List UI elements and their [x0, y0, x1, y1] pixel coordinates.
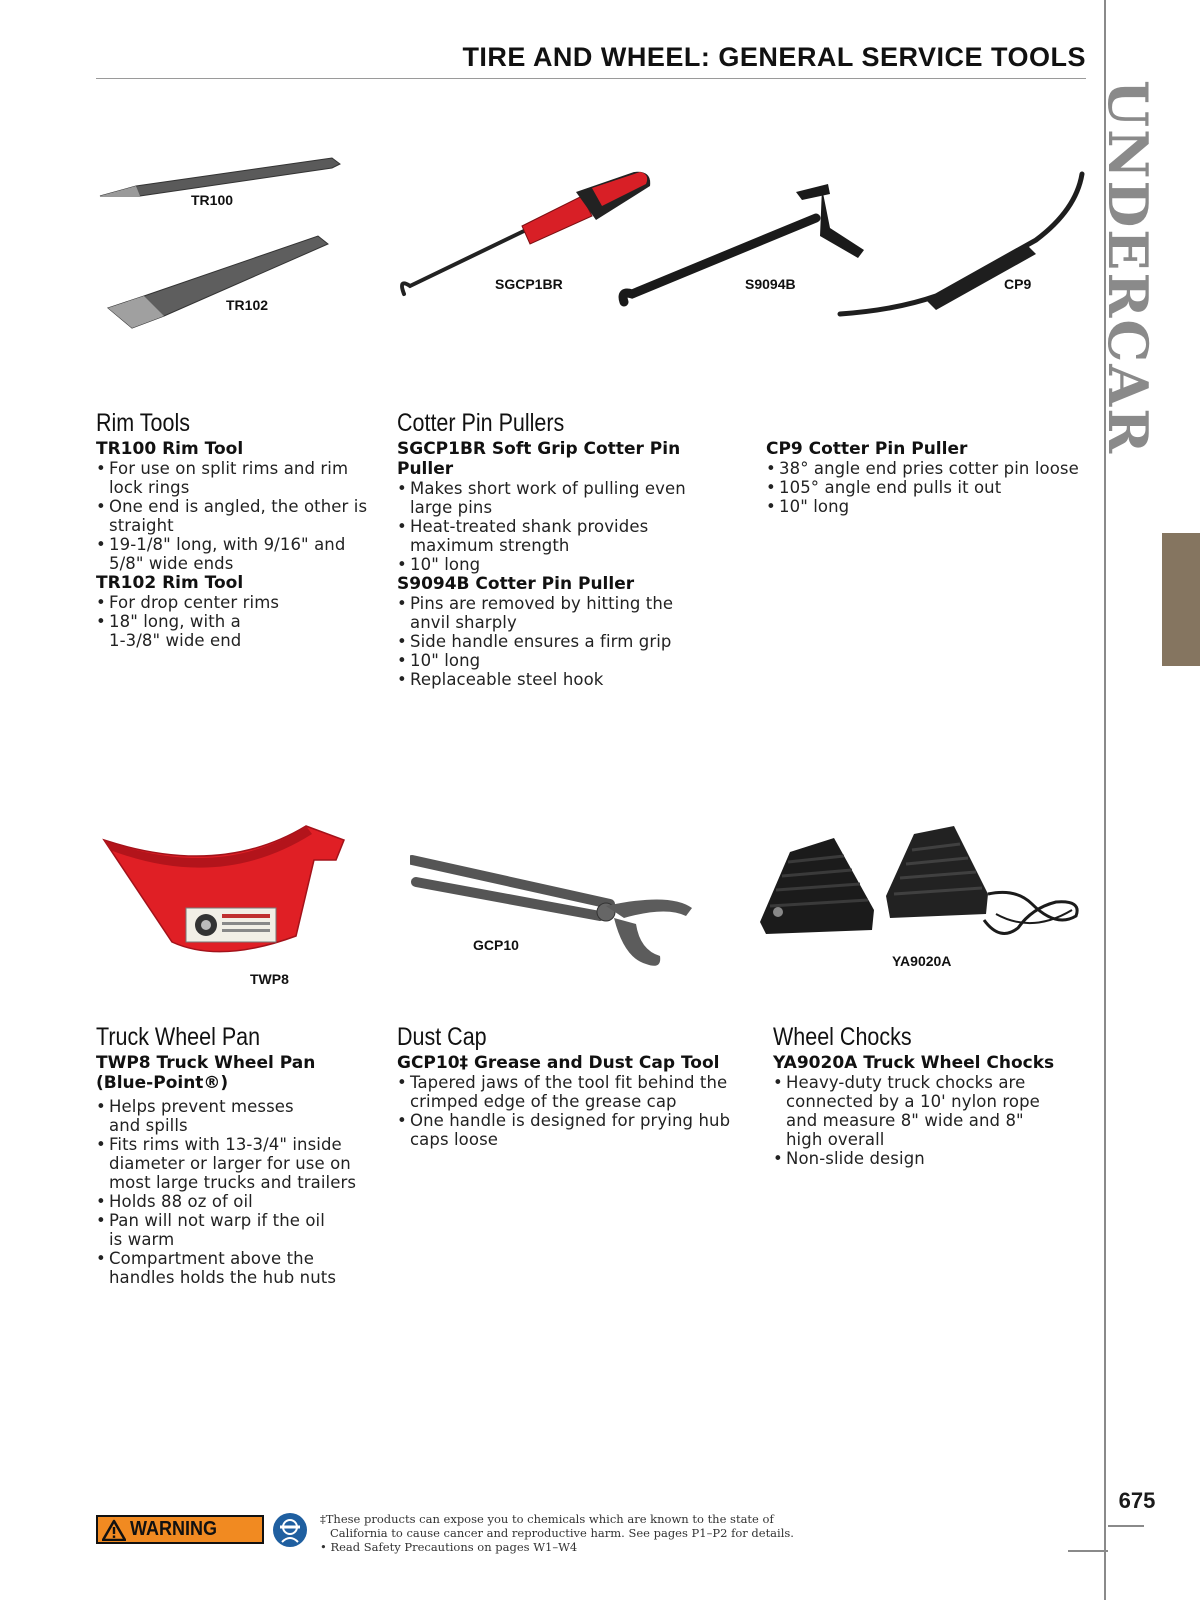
feature-item: • 19-1/8" long, with 9/16" and 5/8" wide ends	[96, 535, 376, 573]
feature-item: • Heat-treated shank provides maximum strength	[397, 517, 670, 555]
sku-label-cp9: CP9	[1004, 276, 1032, 292]
warning-label: WARNING	[130, 1518, 218, 1540]
footnote-line: • Read Safety Precautions on pages W1–W4	[320, 1540, 578, 1554]
feature-item: • Heavy-duty truck chocks are connected by a 10' nylon rope and measure 8" wide and 8" high overall	[773, 1073, 1042, 1149]
product-title: SGCP1BR Soft Grip Cotter Pin Puller	[397, 439, 681, 479]
feature-item: • Fits rims with 13-3/4" inside diameter or larger for use on most large trucks and trailers	[96, 1135, 366, 1192]
feature-item: • 10" long	[397, 651, 697, 670]
feature-item: • Pins are removed by hitting the anvil sharply	[397, 594, 697, 632]
product-title: TR102 Rim Tool	[96, 573, 244, 593]
feature-list	[397, 1073, 737, 1149]
feature-item: • Pan will not warp if the oil is warm	[96, 1211, 329, 1249]
feature-item: • For drop center rims	[96, 593, 376, 612]
feature-item: • For use on split rims and rim lock rings	[96, 459, 376, 497]
feature-list	[397, 479, 697, 574]
ya9020a-wheel-chocks-image	[756, 824, 1086, 954]
feature-list	[766, 459, 1096, 516]
feature-item: • 38° angle end pries cotter pin loose	[766, 459, 1096, 478]
gcp10-grease-cap-tool-image	[410, 852, 710, 972]
product-title: TR100 Rim Tool	[96, 439, 244, 459]
twp8-truck-wheel-pan-image	[100, 818, 352, 968]
footnote-line: California to cause cancer and reproductive harm. See pages P1–P2 for details.	[330, 1526, 794, 1540]
section-tab	[1162, 533, 1200, 666]
title-divider	[96, 78, 1086, 79]
wheel-chocks-section	[773, 1022, 1073, 1168]
page-number: 675	[1118, 1488, 1156, 1513]
section-title: Dust Cap	[397, 1023, 487, 1051]
feature-item: • Compartment above the handles holds the hub nuts	[96, 1249, 339, 1287]
product-title: GCP10‡ Grease and Dust Cap Tool	[397, 1053, 720, 1073]
warning-triangle-icon	[102, 1519, 126, 1541]
feature-item: • 10" long	[766, 497, 1096, 516]
section-title: Cotter Pin Pullers	[397, 409, 565, 437]
warning-badge	[96, 1515, 264, 1544]
page-title: TIRE AND WHEEL: GENERAL SERVICE TOOLS	[462, 42, 1086, 72]
page-number-rule	[1068, 1550, 1108, 1552]
feature-item: • 105° angle end pulls it out	[766, 478, 1096, 497]
feature-list	[96, 1097, 366, 1287]
product-title: TWP8 Truck Wheel Pan (Blue-Point®)	[96, 1053, 316, 1093]
product-title: CP9 Cotter Pin Puller	[766, 439, 968, 459]
product-title: S9094B Cotter Pin Puller	[397, 574, 635, 594]
truck-wheel-pan-section	[96, 1022, 366, 1287]
sku-label-gcp10: GCP10	[473, 937, 519, 953]
cp9-cotter-pin-puller-image	[836, 170, 1096, 325]
dust-cap-section	[397, 1022, 737, 1149]
feature-list	[96, 593, 376, 650]
feature-item: • One end is angled, the other is straight	[96, 497, 376, 535]
section-title: Rim Tools	[96, 409, 190, 437]
feature-item: • Tapered jaws of the tool fit behind the crimped edge of the grease cap	[397, 1073, 730, 1111]
sku-label-s9094b: S9094B	[745, 276, 796, 292]
section-side-label: UNDERCAR	[1096, 80, 1160, 456]
feature-item: • 18" long, with a 1-3/8" wide end	[96, 612, 259, 650]
sku-label-twp8: TWP8	[250, 971, 289, 987]
section-title: Wheel Chocks	[773, 1023, 912, 1051]
sku-label-ya9020a: YA9020A	[892, 953, 952, 969]
page-number-rule	[1108, 1525, 1144, 1527]
product-title: YA9020A Truck Wheel Chocks	[773, 1053, 1055, 1073]
feature-item: • Side handle ensures a firm grip	[397, 632, 697, 651]
feature-item: • Holds 88 oz of oil	[96, 1192, 366, 1211]
feature-list	[397, 594, 697, 689]
rim-tools-section	[96, 408, 376, 650]
cotter-pin-pullers-section	[397, 408, 742, 689]
footnote-line: ‡These products can expose you to chemicals which are known to the state of	[320, 1512, 774, 1526]
feature-list	[96, 459, 376, 573]
tr102-rim-tool-image	[104, 232, 334, 332]
eye-protection-icon	[272, 1512, 308, 1548]
sku-label-tr102: TR102	[226, 297, 269, 313]
safety-footnote	[320, 1512, 840, 1554]
feature-item: • 10" long	[397, 555, 697, 574]
section-title: Truck Wheel Pan	[96, 1023, 261, 1051]
feature-item: • One handle is designed for prying hub caps loose	[397, 1111, 740, 1149]
cp9-product-block	[766, 439, 1096, 516]
feature-item: • Helps prevent messes and spills	[96, 1097, 309, 1135]
sku-label-sgcp1br: SGCP1BR	[495, 276, 563, 292]
sku-label-tr100: TR100	[191, 192, 234, 208]
feature-item: • Makes short work of pulling even large pins	[397, 479, 697, 517]
feature-item: • Replaceable steel hook	[397, 670, 697, 689]
feature-item: • Non-slide design	[773, 1149, 1073, 1168]
feature-list	[773, 1073, 1073, 1168]
